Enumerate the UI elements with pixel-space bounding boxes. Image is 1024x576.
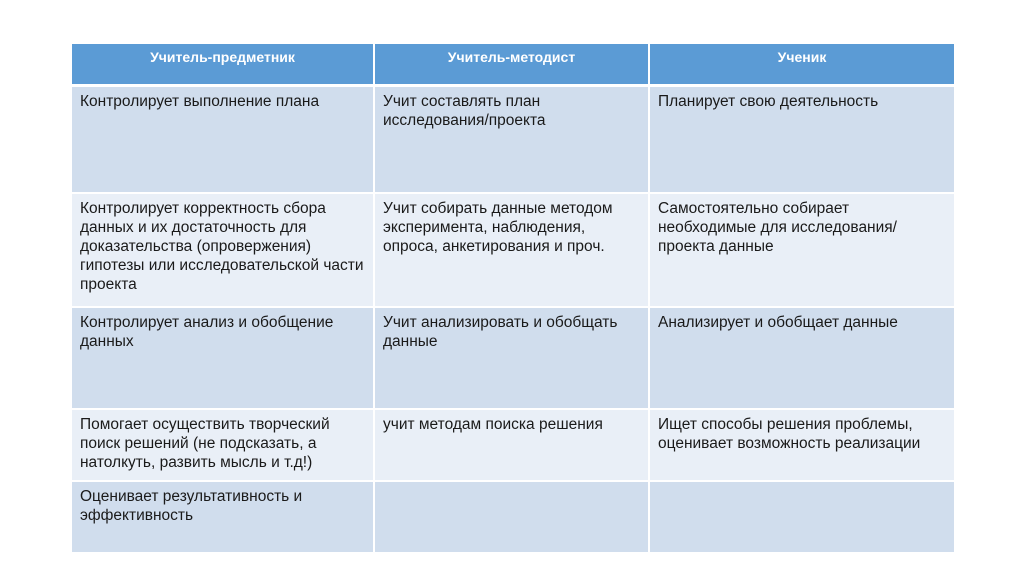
table-header-row <box>71 43 955 85</box>
table-row <box>71 307 955 409</box>
table-cell: Контролирует выполнение плана <box>71 85 374 193</box>
header-student: Ученик <box>649 43 955 85</box>
table-row <box>71 85 955 193</box>
table-cell: Учит собирать данные методом эксперимента, наблюдения, опроса, анкетирования и проч. <box>374 193 649 307</box>
table-cell: Учит анализировать и обобщать данные <box>374 307 649 409</box>
table-row <box>71 409 955 481</box>
table-cell: Помогает осуществить творческий поиск решений (не подсказать, а натолкуть, развить мысль и т.д!) <box>71 409 374 481</box>
table-cell: учит методам поиска решения <box>374 409 649 481</box>
table-cell: Учит составлять план исследования/проекта <box>374 85 649 193</box>
table-cell <box>649 481 955 553</box>
table-cell: Планирует свою деятельность <box>649 85 955 193</box>
table-cell: Анализирует и обобщает данные <box>649 307 955 409</box>
table-cell: Самостоятельно собирает необходимые для исследования/проекта данные <box>649 193 955 307</box>
table-cell: Оценивает результативность и эффективность <box>71 481 374 553</box>
header-subject-teacher: Учитель-предметник <box>71 43 374 85</box>
table-row <box>71 193 955 307</box>
table-cell <box>374 481 649 553</box>
table-cell: Контролирует анализ и обобщение данных <box>71 307 374 409</box>
table-cell: Контролирует корректность сбора данных и их достаточность для доказательства (опровержения) гипотезы или исследовательской части проекта <box>71 193 374 307</box>
header-methodist-teacher: Учитель-методист <box>374 43 649 85</box>
roles-table <box>70 42 956 554</box>
table-cell: Ищет способы решения проблемы, оценивает возможность реализации <box>649 409 955 481</box>
table-row <box>71 481 955 553</box>
